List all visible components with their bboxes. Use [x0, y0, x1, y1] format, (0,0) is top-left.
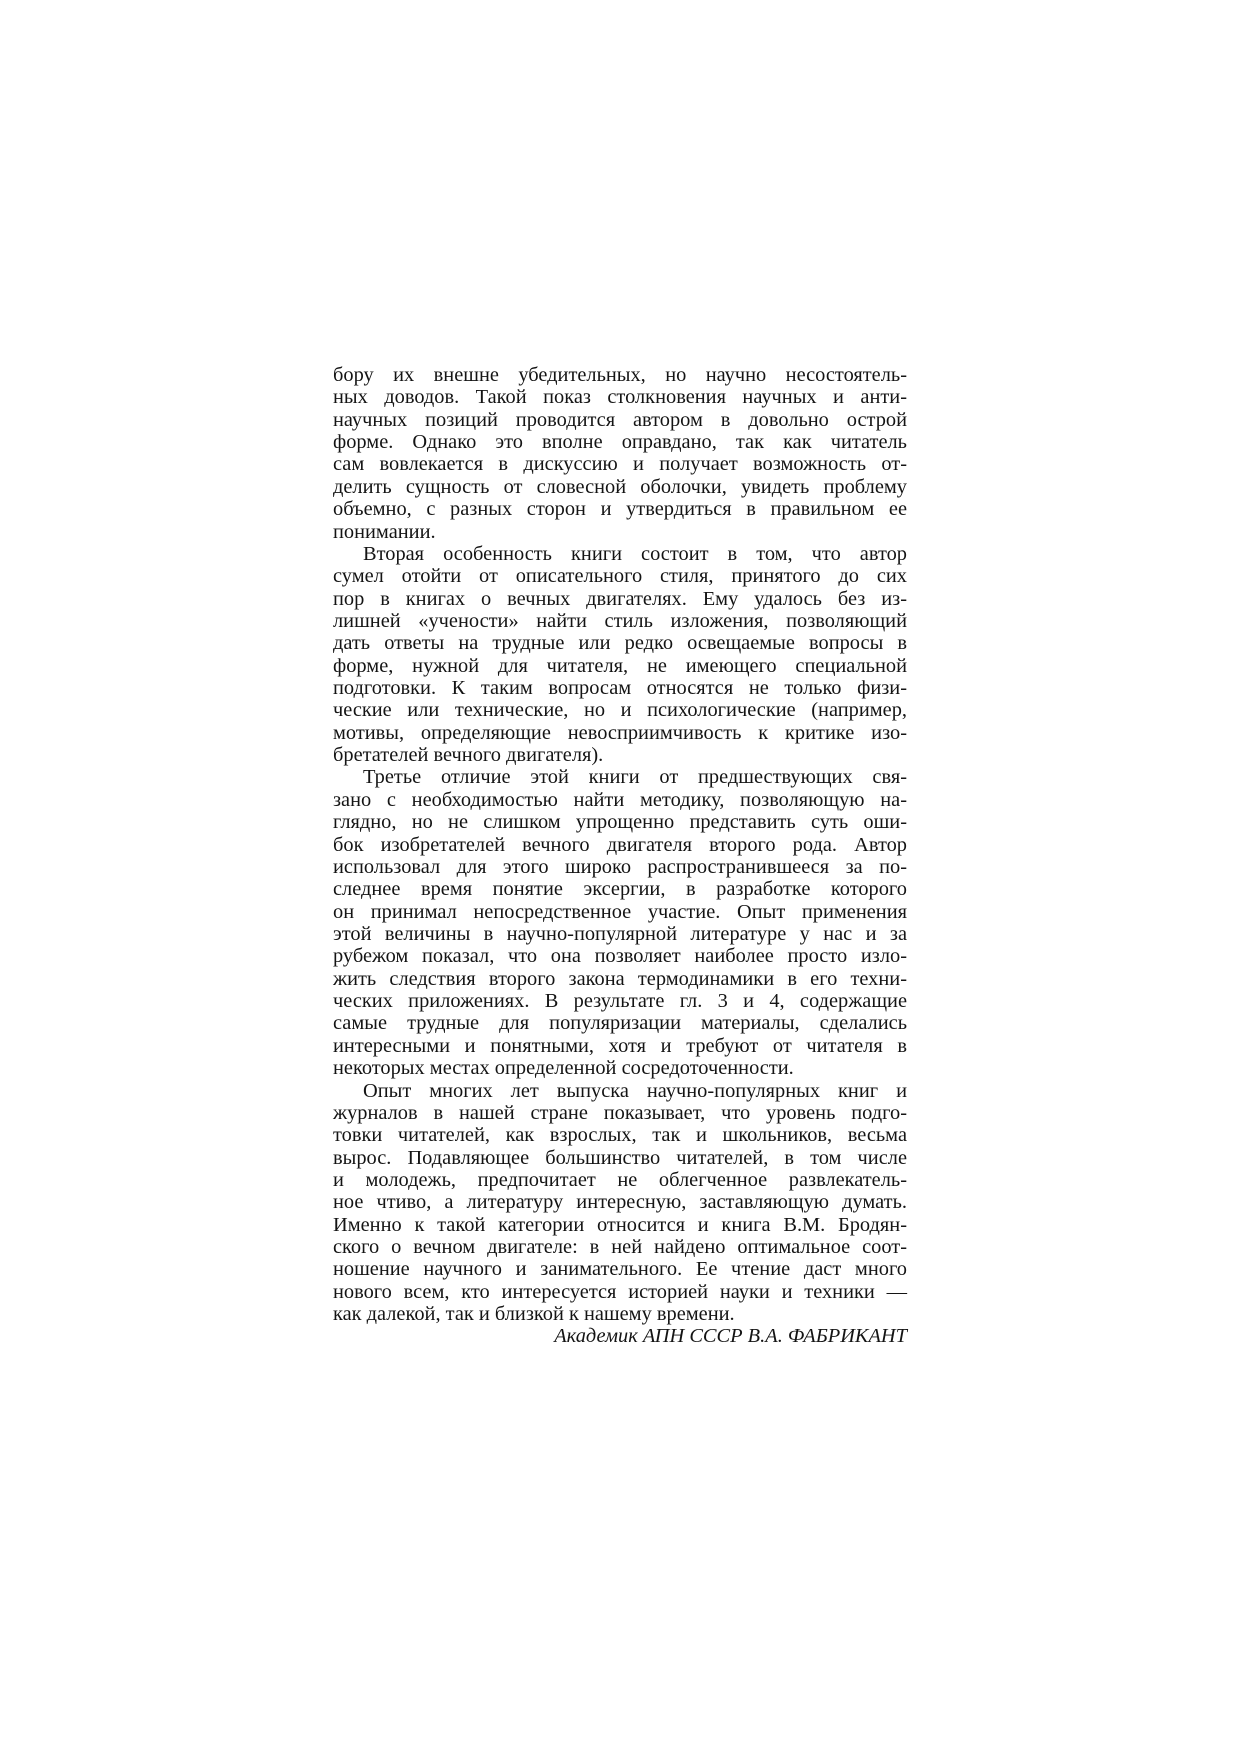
text-line: понимании. [333, 520, 436, 543]
text-line: сумел отойти от описательного стиля, принятого до сих [333, 565, 907, 588]
text-line: бретателей вечного двигателя). [333, 744, 604, 767]
text-line: сам вовлекается в дискуссию и получает возможность от- [333, 453, 907, 476]
paragraph-start-line: Опыт многих лет выпуска научно-популярных книг и [363, 1079, 907, 1102]
text-line: ных доводов. Такой показ столкновения научных и анти- [333, 386, 907, 409]
text-line: некоторых местах определенной сосредоточенности. [333, 1057, 794, 1080]
text-line: научных позиций проводится автором в довольно острой [333, 408, 907, 431]
text-line: ческих приложениях. В результате гл. 3 и 4, содержащие [333, 990, 907, 1013]
text-line: самые трудные для популяризации материалы, сделались [333, 1012, 907, 1035]
text-line: зано с необходимостью найти методику, позволяющую на- [333, 788, 907, 811]
text-line: лишней «учености» найти стиль изложения, позволяющий [333, 609, 907, 632]
text-line: интересными и понятными, хотя и требуют от читателя в [333, 1034, 907, 1057]
paragraph-start-line: Третье отличие этой книги от предшествующих свя- [363, 766, 907, 789]
foreword-text [333, 364, 907, 1348]
text-line: Именно к такой категории относится и книга В.М. Бродян- [333, 1213, 907, 1236]
text-line: глядно, но не слишком упрощенно представить суть оши- [333, 811, 907, 834]
text-line: жить следствия второго закона термодинамики в его техни- [333, 967, 907, 990]
text-line: ческие или технические, но и психологические (например, [333, 699, 907, 722]
paragraph-start-line: Вторая особенность книги состоит в том, что автор [363, 542, 907, 565]
text-line: этой величины в научно-популярной литературе у нас и за [333, 922, 907, 945]
text-line: форме. Однако это вполне оправдано, так как читатель [333, 431, 907, 454]
text-line: нового всем, кто интересуется историей науки и техники — [333, 1280, 907, 1303]
author-signature: Академик АПН СССР В.А. ФАБРИКАНТ [554, 1325, 907, 1348]
text-line: ношение научного и занимательного. Ее чтение даст много [333, 1258, 907, 1281]
text-line: журналов в нашей стране показывает, что уровень подго- [333, 1101, 907, 1124]
text-line: вырос. Подавляющее большинство читателей, в том числе [333, 1146, 907, 1169]
text-line: как далекой, так и близкой к нашему времени. [333, 1303, 735, 1326]
text-line: рубежом показал, что она позволяет наиболее просто изло- [333, 945, 907, 968]
text-line: бок изобретателей вечного двигателя второго рода. Автор [333, 833, 907, 856]
text-line: следнее время понятие эксергии, в разработке которого [333, 878, 907, 901]
text-line: использовал для этого широко распространившееся за по- [333, 855, 907, 878]
text-line: бору их внешне убедительных, но научно несостоятель- [333, 364, 907, 386]
text-line: пор в книгах о вечных двигателях. Ему удалось без из- [333, 587, 907, 610]
text-line: подготовки. К таким вопросам относятся не только физи- [333, 677, 907, 700]
text-line: мотивы, определяющие невосприимчивость к критике изо- [333, 721, 907, 744]
text-line: и молодежь, предпочитает не облегченное развлекатель- [333, 1168, 907, 1191]
text-line: объемно, с разных сторон и утвердиться в правильном ее [333, 498, 907, 521]
text-line: делить сущность от словесной оболочки, увидеть проблему [333, 475, 907, 498]
text-line: дать ответы на трудные или редко освещаемые вопросы в [333, 632, 907, 655]
text-line: форме, нужной для читателя, не имеющего специальной [333, 654, 907, 677]
text-line: товки читателей, как взрослых, так и школьников, весьма [333, 1124, 907, 1147]
text-line: он принимал непосредственное участие. Опыт применения [333, 900, 907, 923]
text-line: ное чтиво, а литературу интересную, заставляющую думать. [333, 1191, 907, 1214]
text-line: ского о вечном двигателе: в ней найдено оптимальное соот- [333, 1236, 907, 1259]
